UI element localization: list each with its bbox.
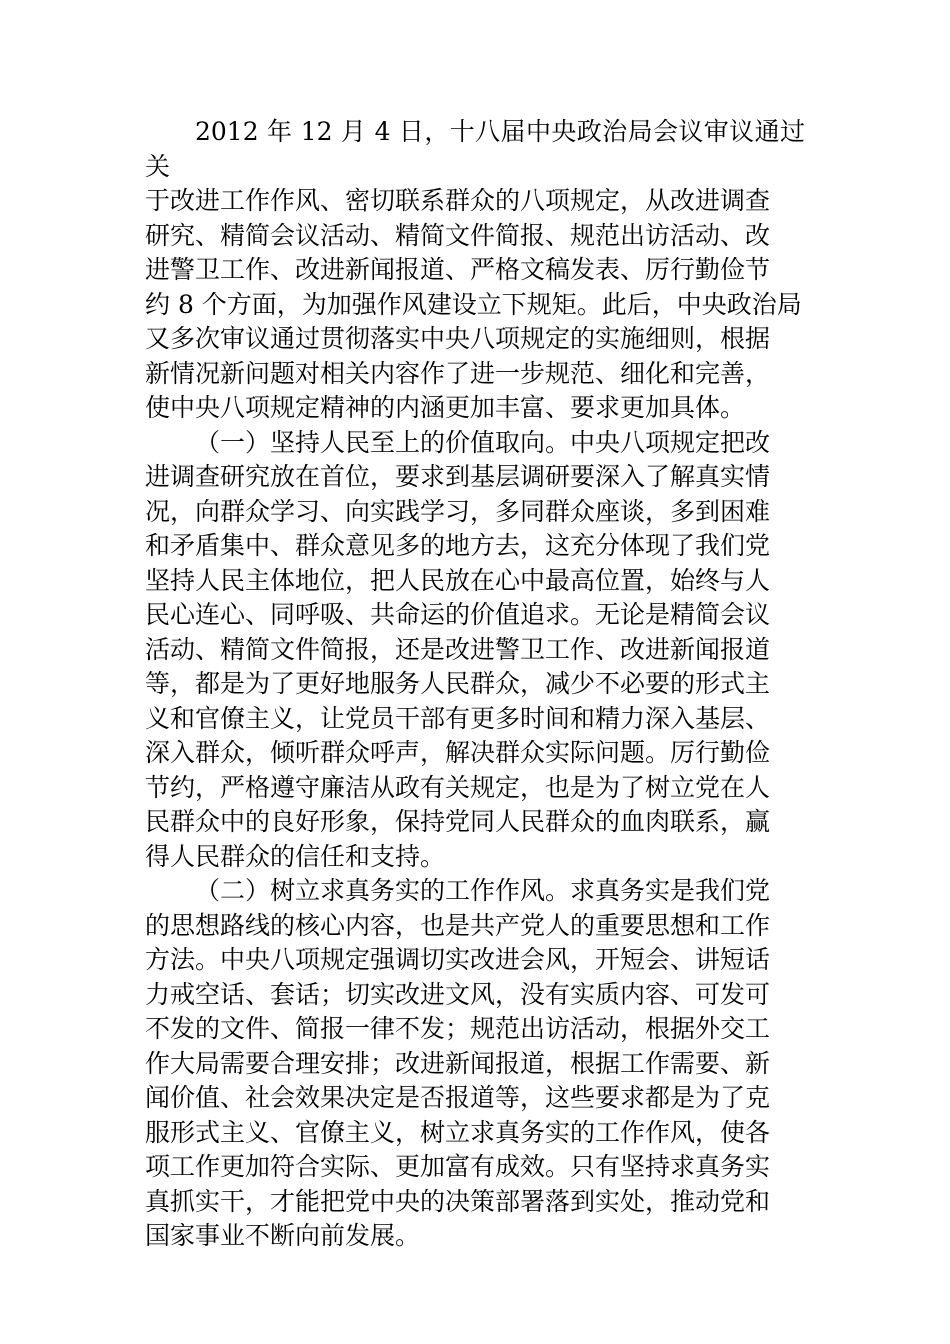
paragraph-intro: 2012 年 12 月 4 日，十八届中央政治局会议审议通过关 于改进工作作风、密切联系群众的八项规定，从改进调查 研究、精简会议活动、精简文件简报、规范出访活动、改 进警卫工作、改进新闻报道、严格文稿发表、厉行勤俭节 约 8 个方面，为加强作风建设立下规矩。此后，中央政治局 又多次审议通过贯彻落实中央八项规定的实施细则，根据 新情况新问题对相关内容作了进一步规范、细化和完善， 使中央八项规定精神的内涵更加丰富、要求更加具体。 xyxy=(145,117,805,422)
document-body xyxy=(145,115,805,1254)
paragraph-section-two: （二）树立求真务实的工作作风。求真务实是我们党 的思想路线的核心内容，也是共产党人的重要思想和工作 方法。中央八项规定强调切实改进会风，开短会、讲短话 力戒空话、套话；切实改进文风，没有实质内容、可发可 不发的文件、简报一律不发；规范出访活动，根据外交工 作大局需要合理安排；改进新闻报道，根据工作需要、新 闻价值、社会效果决定是否报道等，这些要求都是为了克 服形式主义、官僚主义，树立求真务实的工作作风，使各 项工作更加符合实际、更加富有成效。只有坚持求真务实 真抓实干，才能把党中央的决策部署落到实处，推动党和 国家事业不断向前发展。 xyxy=(145,876,771,1250)
paragraph-section-one: （一）坚持人民至上的价值取向。中央八项规定把改 进调查研究放在首位，要求到基层调研要深入了解真实情 况，向群众学习、向实践学习，多同群众座谈，多到困难 和矛盾集中、群众意见多的地方去，这充分体现了我们党 坚持人民主体地位，把人民放在心中最高位置，始终与人 民心连心、同呼吸、共命运的价值追求。无论是精简会议 活动、精简文件简报，还是改进警卫工作、改进新闻报道 等，都是为了更好地服务人民群众，减少不必要的形式主 义和官僚主义，让党员干部有更多时间和精力深入基层、 深入群众，倾听群众呼声，解决群众实际问题。厉行勤俭 节约，严格遵守廉洁从政有关规定，也是为了树立党在人 民群众中的良好形象，保持党同人民群众的血肉联系，赢 得人民群众的信任和支持。 xyxy=(145,427,771,871)
